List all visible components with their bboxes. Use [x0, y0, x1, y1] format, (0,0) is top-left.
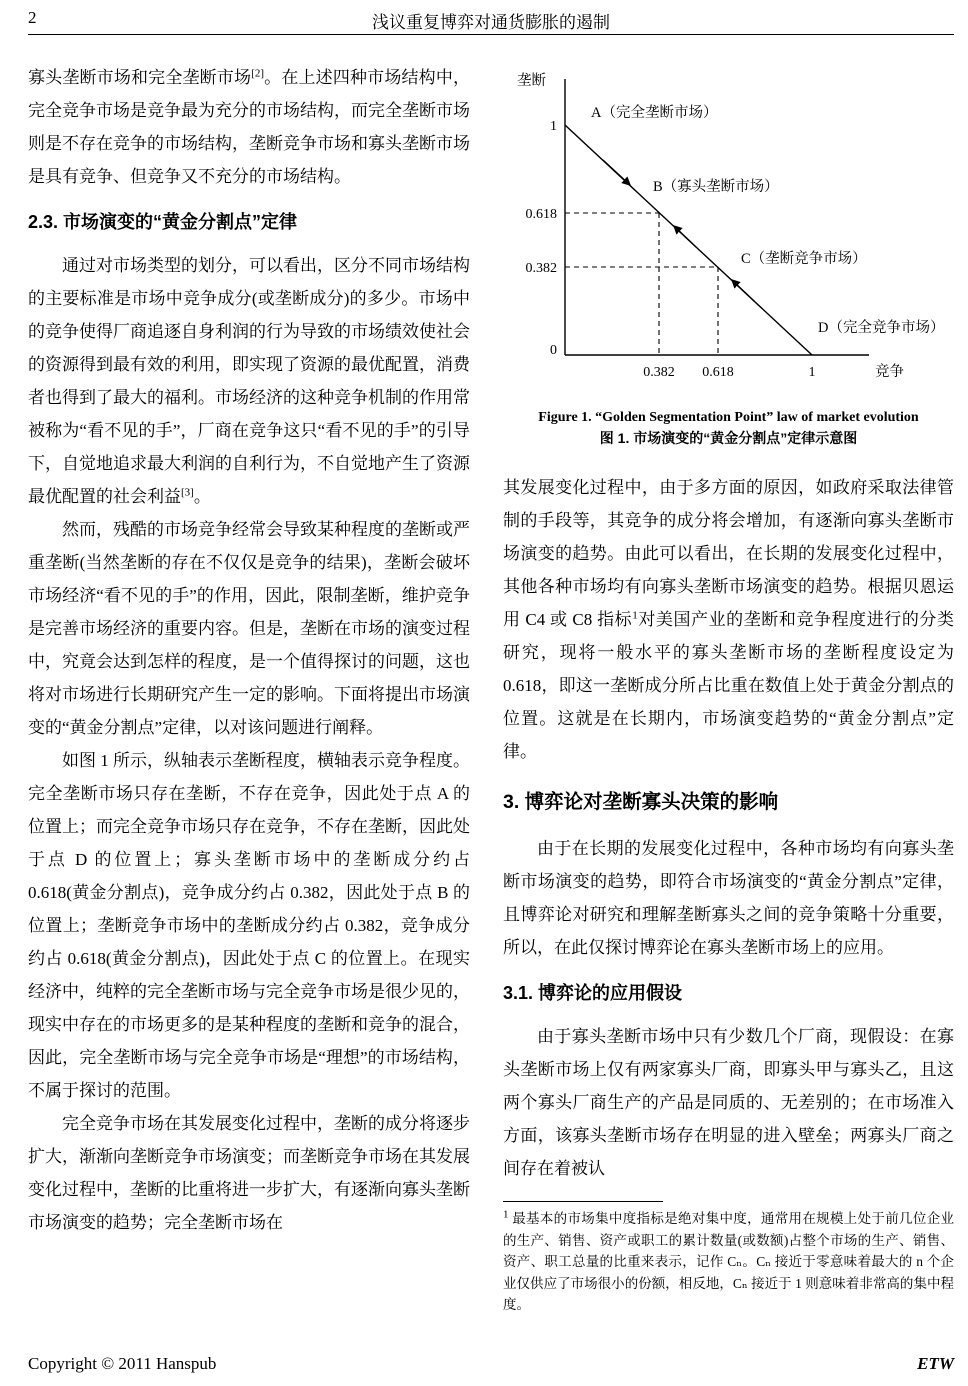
x-tick-0618: 0.618 — [702, 365, 734, 380]
figure-1-chart — [503, 63, 953, 389]
figure-caption-zh: 图 1. 市场演变的“黄金分割点”定律示意图 — [599, 430, 858, 446]
paragraph-text: 对美国产业的垄断和竞争程度进行的分类研究，现将一般水平的寡头垄断市场的垄断程度设定为 0.618，即这一垄断成分所占比重在数值上处于黄金分割点的位置。这就是在长期内，市场演变趋势的“黄金分割点”定律。 — [503, 610, 955, 761]
paragraph-text: 寡头垄断市场和完全垄断市场 — [28, 68, 252, 87]
footnote-body: 最基本的市场集中度指标是绝对集中度，通常用在规模上处于前几位企业的生产、销售、资产或职工的累计数量(或数额)占整个市场的生产、销售、资产、职工总量的比重来表示，记作 Cₙ。Cₙ 接近于零意味着最大的 n 个企业仅供应了市场很小的份额，相反地，Cₙ 接近于 1 则意味着非常高的集中程度。 — [503, 1211, 955, 1312]
paragraph: 由于在长期的发展变化过程中，各种市场均有向寡头垄断市场演变的趋势，即符合市场演变的“黄金分割点”定律，且博弈论对研究和理解垄断寡头之间的竞争策略十分重要，所以，在此仅探讨博弈论在寡头垄断市场上的应用。 — [503, 839, 954, 957]
footnote — [503, 1201, 954, 1316]
x-axis-title: 竞争 — [875, 364, 904, 380]
point-label-b: B（寡头垄断市场） — [653, 179, 779, 195]
paragraph-text: 通过对市场类型的划分，可以看出，区分不同市场结构的主要标准是市场中竞争成分(或垄断成分)的多少。市场中的竞争使得厂商追逐自身利润的行为导致的市场绩效使社会的资源得到最有效的利用，即实现了资源的最优配置，消费者也得到了最大的福利。市场经济的这种竞争机制的作用常被称为“看不见的手”，厂商在竞争这只“看不见的手”的引导下，自觉地追求最大利润的自利行为，不自觉地产生了资源最优配置的社会利益 — [28, 256, 470, 506]
paragraph-text: 其发展变化过程中，由于多方面的原因，如政府采取法律管制的手段等，其竞争的成分将会增加，有逐渐向寡头垄断市场演变的趋势。由此可以看出，在长期的发展变化过程中，其他各种市场均有向寡头垄断市场演变的趋势。根据贝恩运用 C4 或 C8 指标 — [503, 478, 954, 629]
page-header — [28, 8, 954, 32]
figure-caption-en: Figure 1. “Golden Segmentation Point” law of market evolution — [538, 410, 919, 425]
paragraph — [28, 61, 470, 193]
x-tick-0382: 0.382 — [643, 365, 675, 380]
left-column — [28, 61, 470, 1316]
paragraph: 如图 1 所示，纵轴表示垄断程度，横轴表示竞争程度。完全垄断市场只存在垄断，不存在竞争，因此处于点 A 的位置上；而完全竞争市场只存在竞争，不存在垄断，因此处于点 D 的位置上；寡头垄断市场中的垄断成分约占 0.618(黄金分割点)，竞争成分约占 0.382，因此处于点 B 的位置上；垄断竞争市场中的垄断成分约占 0.382，竞争成分约占 0.618(黄金分割点)，因此处于点 C 的位置上。在现实经济中，纯粹的完全垄断市场与完全竞争市场是很少见的，现实中存在的市场更多的是某种程度的垄断和竞争的混合，因此，完全垄断市场与完全竞争市场是“理想”的市场结构，不属于探讨的范围。 — [28, 751, 470, 1100]
footnote-ref: 1 — [632, 609, 638, 622]
footnote-divider — [503, 1201, 663, 1202]
footnote-text — [503, 1208, 954, 1316]
paragraph — [28, 249, 470, 513]
copyright-text: Copyright © 2011 Hanspub — [28, 1354, 217, 1373]
paragraph-text: 。 — [193, 487, 211, 506]
journal-mark: ETW — [917, 1354, 954, 1373]
paragraph — [503, 471, 954, 768]
point-label-c: C（垄断竞争市场） — [741, 251, 867, 267]
citation-ref: [3] — [181, 486, 194, 499]
header-divider — [28, 34, 954, 35]
footnote-marker: 1 — [503, 1208, 509, 1221]
point-label-a: A（完全垄断市场） — [591, 105, 718, 121]
paragraph: 然而，残酷的市场竞争经常会导致某种程度的垄断或严重垄断(当然垄断的存在不仅仅是竞争的结果)，垄断会破坏市场经济“看不见的手”的作用，因此，限制垄断，维护竞争是完善市场经济的重要内容。但是，垄断在市场的演变过程中，究竟会达到怎样的程度，是一个值得探讨的问题，这也将对市场进行长期研究产生一定的影响。下面将提出市场演变的“黄金分割点”定律，以对该问题进行阐释。 — [28, 520, 470, 737]
figure-caption — [503, 408, 954, 449]
y-tick-0618: 0.618 — [525, 207, 557, 222]
page-footer — [28, 1354, 954, 1374]
y-tick-1: 1 — [550, 119, 557, 134]
section-heading-3: 3. 博弈论对垄断寡头决策的影响 — [503, 791, 779, 813]
y-tick-0382: 0.382 — [525, 261, 557, 276]
paragraph: 由于寡头垄断市场中只有少数几个厂商，现假设：在寡头垄断市场上仅有两家寡头厂商，即寡头甲与寡头乙，且这两个寡头厂商生产的产品是同质的、无差别的；在市场准入方面，该寡头垄断市场存在明显的进入壁垒；两寡头厂商之间存在着被认 — [503, 1027, 954, 1178]
arrow-a-to-b — [603, 160, 630, 185]
x-tick-1: 1 — [808, 365, 816, 380]
citation-ref: [2] — [251, 67, 264, 80]
right-column — [503, 61, 954, 1316]
origin-label: 0 — [550, 343, 557, 358]
page-number: 2 — [28, 8, 37, 27]
two-column-body — [28, 61, 954, 1316]
figure-1 — [503, 63, 954, 449]
arrow-c-to-b — [674, 226, 696, 247]
paragraph: 完全竞争市场在其发展变化过程中，垄断的成分将逐步扩大，渐渐向垄断竞争市场演变；而垄断竞争市场在其发展变化过程中，垄断的比重将进一步扩大，有逐渐向寡头垄断市场演变的趋势；完全垄断市场在 — [28, 1114, 470, 1232]
paragraph-text: 。在上述四种市场结构中，完全竞争市场是竞争最为充分的市场结构，而完全垄断市场则是不存在竞争的市场结构，垄断竞争市场和寡头垄断市场是具有竞争、但竞争又不充分的市场结构。 — [28, 68, 471, 186]
section-heading-3-1: 3.1. 博弈论的应用假设 — [503, 983, 683, 1003]
point-label-d: D（完全竞争市场） — [818, 320, 945, 336]
arrow-d-to-c — [732, 280, 754, 301]
section-heading-2-3: 2.3. 市场演变的“黄金分割点”定律 — [28, 212, 298, 232]
running-title: 浅议重复博弈对通货膨胀的遏制 — [372, 13, 610, 32]
y-axis-title: 垄断 — [517, 73, 546, 89]
